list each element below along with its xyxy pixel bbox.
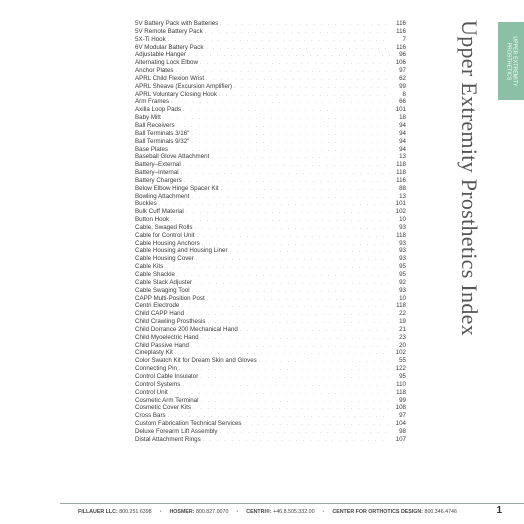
index-entry-name: Anchor Plates (135, 67, 174, 75)
index-entry-page: 21 (399, 325, 406, 333)
index-entry (135, 185, 406, 193)
index-entry-page: 92 (399, 278, 406, 286)
index-entry-page: 102 (395, 349, 406, 357)
index-entry-name: Child CAPP Hand (135, 310, 185, 318)
index-entry (135, 51, 406, 59)
index-entry-name: Cross Bars (135, 412, 166, 420)
index-entry-name: CAPP Multi-Position Post (135, 294, 205, 302)
index-entry-page: 118 (396, 302, 406, 310)
index-entry-page: 18 (399, 114, 406, 122)
footer-separator: • (159, 509, 162, 515)
index-entry (135, 310, 406, 318)
index-entry-page: 118 (396, 231, 406, 239)
dot-leader (194, 225, 390, 233)
dot-leader (191, 131, 390, 139)
index-entry (135, 193, 406, 201)
index-entry-page: 8 (402, 90, 406, 98)
index-entry-name: Cable Housing and Housing Liner (135, 247, 228, 255)
section-tab-line1: UPPER EXTREMITY (511, 35, 518, 87)
index-entry-page: 94 (399, 129, 406, 137)
footer-cod-phone: 800.346.4746 (424, 509, 457, 515)
index-entry-name: Cineplasty Kit (135, 349, 173, 357)
index-entry-name: Deluxe Forearm Lift Assembly (135, 427, 218, 435)
dot-leader (179, 366, 390, 374)
dot-leader (177, 123, 390, 131)
section-tab-line2: PROSTHETICS (506, 42, 513, 80)
index-entry-page: 107 (395, 435, 406, 443)
index-entry-page: 104 (395, 420, 406, 428)
page-number: 1 (496, 505, 502, 516)
index-entry-name: Bulk Cuff Material (135, 208, 184, 216)
dot-leader (183, 107, 390, 115)
index-entry (135, 138, 406, 146)
index-entry-page: 94 (399, 121, 406, 129)
index-entry-page: 94 (399, 145, 406, 153)
index-entry-page: 93 (399, 255, 406, 263)
index-entry-name: Baby Mitt (135, 114, 161, 122)
index-entry-page: 66 (399, 98, 406, 106)
dot-leader (205, 29, 390, 37)
index-entry-page: 88 (399, 184, 406, 192)
index-entry-name: 5V Remote Battery Pack (135, 27, 203, 35)
index-entry (135, 263, 406, 271)
dot-leader (186, 311, 390, 319)
dot-leader (200, 60, 390, 68)
footer-cod-name: CENTER FOR ORTHOTICS DESIGN: (332, 509, 424, 515)
index-entry (135, 36, 406, 44)
index-entry-name: Connecting Pin (135, 365, 177, 373)
index-entry-name: Battery–External (135, 161, 181, 169)
dot-leader (171, 99, 390, 107)
index-entry-name: Cable Kits (135, 263, 164, 271)
index-entry (135, 232, 406, 240)
dot-leader (221, 186, 390, 194)
dot-leader (163, 115, 390, 123)
index-entry-page: 95 (399, 271, 406, 278)
index-entry-name: Distal Attachment Rings (135, 435, 201, 443)
index-entry (135, 200, 406, 208)
dot-leader (203, 437, 390, 445)
index-entry-name: Cable Swaging Tool (135, 286, 190, 294)
index-entry-page: 101 (395, 200, 406, 208)
index-entry-name: Adjustable Hanger (135, 51, 186, 59)
dot-leader (234, 84, 390, 92)
index-entry-name: Control Unit (135, 388, 168, 396)
footer-centri-name: CENTRI®: (246, 509, 272, 515)
index-entry-name: Bowling Attachment (135, 192, 190, 200)
dot-leader (230, 248, 390, 256)
dot-leader (171, 217, 390, 225)
index-entry-name: APRL Voluntary Closing Hook (135, 90, 217, 98)
index-entry (135, 83, 406, 91)
dot-leader (211, 154, 390, 162)
index-entry (135, 91, 406, 99)
index-entry-page: 93 (399, 247, 406, 255)
index-entry (135, 318, 406, 326)
index-entry (135, 28, 406, 36)
index-entry (135, 240, 406, 248)
index-entry (135, 271, 406, 279)
index-entry-page: 116 (396, 176, 406, 184)
index-entry-name: Button Hook (135, 216, 170, 224)
index-entry (135, 287, 406, 295)
index-entry (135, 247, 406, 255)
index-entry-page: 13 (399, 153, 406, 161)
dot-leader (220, 21, 390, 29)
footer-fillauer-phone: 800.251.6398 (119, 509, 152, 515)
footer-hosmer-phone: 800.827.0070 (195, 509, 229, 515)
index-entry-page: 99 (399, 396, 406, 404)
index-entry-page: 118 (396, 169, 406, 177)
dot-leader (186, 209, 390, 217)
index-entry-name: APRL Child Flexion Wrist (135, 74, 205, 82)
index-entry (135, 75, 406, 83)
index-entry (135, 161, 406, 169)
index-entry-page: 93 (399, 286, 406, 294)
index-entry-page: 116 (396, 20, 406, 27)
section-tab (498, 22, 524, 100)
index-entry (135, 381, 406, 389)
index-entry-page: 106 (395, 59, 406, 67)
index-entry-page: 55 (399, 357, 406, 365)
index-entry-page: 22 (399, 310, 406, 318)
index-entry-name: APRL Sheave (Excursion Amplifier) (135, 82, 233, 90)
index-entry (135, 177, 406, 185)
index-entry-name: Ball Terminals 9/32" (135, 137, 190, 145)
dot-leader (159, 201, 390, 209)
index-entry-name: Cable for Control Unit (135, 231, 195, 239)
index-entry (135, 122, 406, 130)
index-entry (135, 373, 406, 381)
index-entry (135, 224, 406, 232)
index-entry (135, 357, 406, 365)
index-entry-page: 95 (399, 372, 406, 380)
index-entry-name: Cable Slack Adjuster (135, 278, 193, 286)
dot-leader (201, 335, 390, 343)
index-entry (135, 106, 406, 114)
index-entry-page: 23 (399, 333, 406, 341)
dot-leader (181, 303, 390, 311)
footer-contacts (78, 509, 457, 515)
index-entry-name: Cable Housing Anchors (135, 239, 200, 247)
index-entry-name: Ball Receivers (135, 121, 175, 129)
index-entry-page: 13 (399, 192, 406, 200)
footer-separator: • (322, 509, 325, 515)
index-entry-name: 6V Modular Battery Pack (135, 43, 204, 51)
index-entry-page: 62 (399, 74, 406, 82)
index-entry (135, 302, 406, 310)
index-entry (135, 404, 406, 412)
index-entry-page: 101 (395, 106, 406, 114)
index-entry-page: 97 (399, 67, 406, 75)
footer-separator: • (236, 509, 239, 515)
index-entry-page: 122 (395, 365, 406, 373)
index-entry (135, 208, 406, 216)
index-entry-page: 95 (399, 263, 406, 271)
index-entry-page: 98 (399, 427, 406, 435)
dot-leader (202, 241, 390, 249)
dot-leader (205, 45, 390, 53)
index-entry (135, 130, 406, 138)
index-entry-page: 19 (399, 318, 406, 326)
index-entry-name: Battery Chargers (135, 176, 182, 184)
index-entry-page: 118 (396, 161, 406, 169)
dot-leader (200, 374, 390, 382)
index-entry-page: 10 (399, 294, 406, 302)
section-tab-label (506, 36, 517, 86)
dot-leader (191, 139, 390, 147)
index-entry (135, 216, 406, 224)
footer-divider (60, 503, 524, 504)
dot-leader (219, 92, 390, 100)
index-entry-name: Cosmetic Cover Kits (135, 404, 192, 412)
index-entry-name: Below Elbow Hinge Spacer Kit (135, 184, 219, 192)
dot-leader (240, 327, 390, 335)
index-entry (135, 428, 406, 436)
index-entry (135, 279, 406, 287)
index-entry-page: 102 (395, 208, 406, 216)
page-title-area (446, 20, 496, 365)
dot-leader (197, 233, 391, 241)
index-entry (135, 334, 406, 342)
index-entry-page: 97 (399, 412, 406, 420)
index-entry-name: Base Plates (135, 145, 169, 153)
index-entry (135, 420, 406, 428)
index-entry-name: Centri Electrode (135, 302, 180, 310)
index-entry-page: 110 (396, 380, 406, 388)
index-entry-name: Child Dorrance 200 Mechanical Hand (135, 325, 238, 333)
footer-centri-phone: +46.8.505.332.00 (273, 509, 315, 515)
dot-leader (259, 358, 390, 366)
index-entry-page: 93 (399, 223, 406, 231)
index-entry (135, 397, 406, 405)
dot-leader (176, 68, 390, 76)
index-entry-name: Cable, Swaged Rolls (135, 223, 193, 231)
index-entry-page: 93 (399, 239, 406, 247)
dot-leader (220, 429, 390, 437)
dot-leader (165, 264, 390, 272)
dot-leader (177, 272, 390, 280)
index-entry-name: Arm Frames (135, 98, 170, 106)
index-entry-page: 7 (402, 35, 406, 43)
index-entry-name: Axilla Loop Pads (135, 106, 182, 114)
dot-leader (181, 170, 390, 178)
index-entry (135, 44, 406, 52)
index-entry-name: 5V Battery Pack with Batteries (135, 20, 219, 27)
index-entry-name: Ball Terminals 3/16" (135, 129, 190, 137)
dot-leader (193, 405, 390, 413)
index-entry (135, 255, 406, 263)
index-entry (135, 146, 406, 154)
index-entry (135, 342, 406, 350)
index-entry-page: 116 (396, 43, 406, 51)
index-entry-page: 10 (399, 216, 406, 224)
index-entry (135, 295, 406, 303)
index-entry-name: Control Systems (135, 380, 181, 388)
index-entry-name: Custom Fabrication Technical Services (135, 420, 242, 428)
index-entry-name: Cable Shackle (135, 271, 175, 278)
footer-fillauer-name: FILLAUER LLC: (78, 509, 118, 515)
index-entry (135, 114, 406, 122)
index-entry (135, 67, 406, 75)
index-entry (135, 153, 406, 161)
index-entry (135, 389, 406, 397)
index-entry (135, 436, 406, 444)
index-entry-name: Child Myoelectric Hand (135, 333, 199, 341)
dot-leader (244, 421, 391, 429)
dot-leader (188, 52, 390, 60)
index-entry-name: Child Passive Hand (135, 341, 189, 349)
dot-leader (183, 162, 390, 170)
index-entry-page: 99 (399, 82, 406, 90)
dot-leader (191, 343, 390, 351)
index-entry-page: 94 (399, 137, 406, 145)
index-entry (135, 59, 406, 67)
dot-leader (182, 382, 390, 390)
index-entry-page: 118 (396, 388, 406, 396)
index-entry-name: Baseball Glove Attachment (135, 153, 210, 161)
dot-leader (192, 288, 390, 296)
index-entry-name: Color Swatch Kit for Dream Skin and Gloves (135, 357, 257, 365)
index-entry-name: Control Cable Insulator (135, 372, 199, 380)
index-entry-name: Buckles (135, 200, 157, 208)
dot-leader (201, 398, 391, 406)
index-entry-name: Battery–Internal (135, 169, 179, 177)
index-entry (135, 169, 406, 177)
footer-hosmer-name: HOSMER: (169, 509, 195, 515)
dot-leader (194, 280, 390, 288)
dot-leader (170, 390, 390, 398)
index-entry-page: 116 (396, 27, 406, 35)
index-entry-page: 20 (399, 341, 406, 349)
index-entry (135, 326, 406, 334)
index-entry-name: Alternating Lock Elbow (135, 59, 198, 67)
index-entry-page: 108 (395, 404, 406, 412)
index-entry (135, 365, 406, 373)
index-entry (135, 98, 406, 106)
dot-leader (196, 256, 390, 264)
index-entry-name: Cable Housing Cover (135, 255, 194, 263)
index-list (135, 20, 406, 444)
index-entry-name: Cosmetic Arm Terminal (135, 396, 199, 404)
dot-leader (191, 194, 390, 202)
index-entry (135, 412, 406, 420)
dot-leader (207, 296, 390, 304)
page-title: Upper Extremity Prosthetics Index (457, 20, 482, 336)
index-entry-name: 5X-Ti Hook (135, 35, 166, 43)
index-entry-page: 96 (399, 51, 406, 59)
index-entry (135, 349, 406, 357)
index-entry-name: Child Crawling Prosthesis (135, 318, 206, 326)
index-entry (135, 20, 406, 28)
